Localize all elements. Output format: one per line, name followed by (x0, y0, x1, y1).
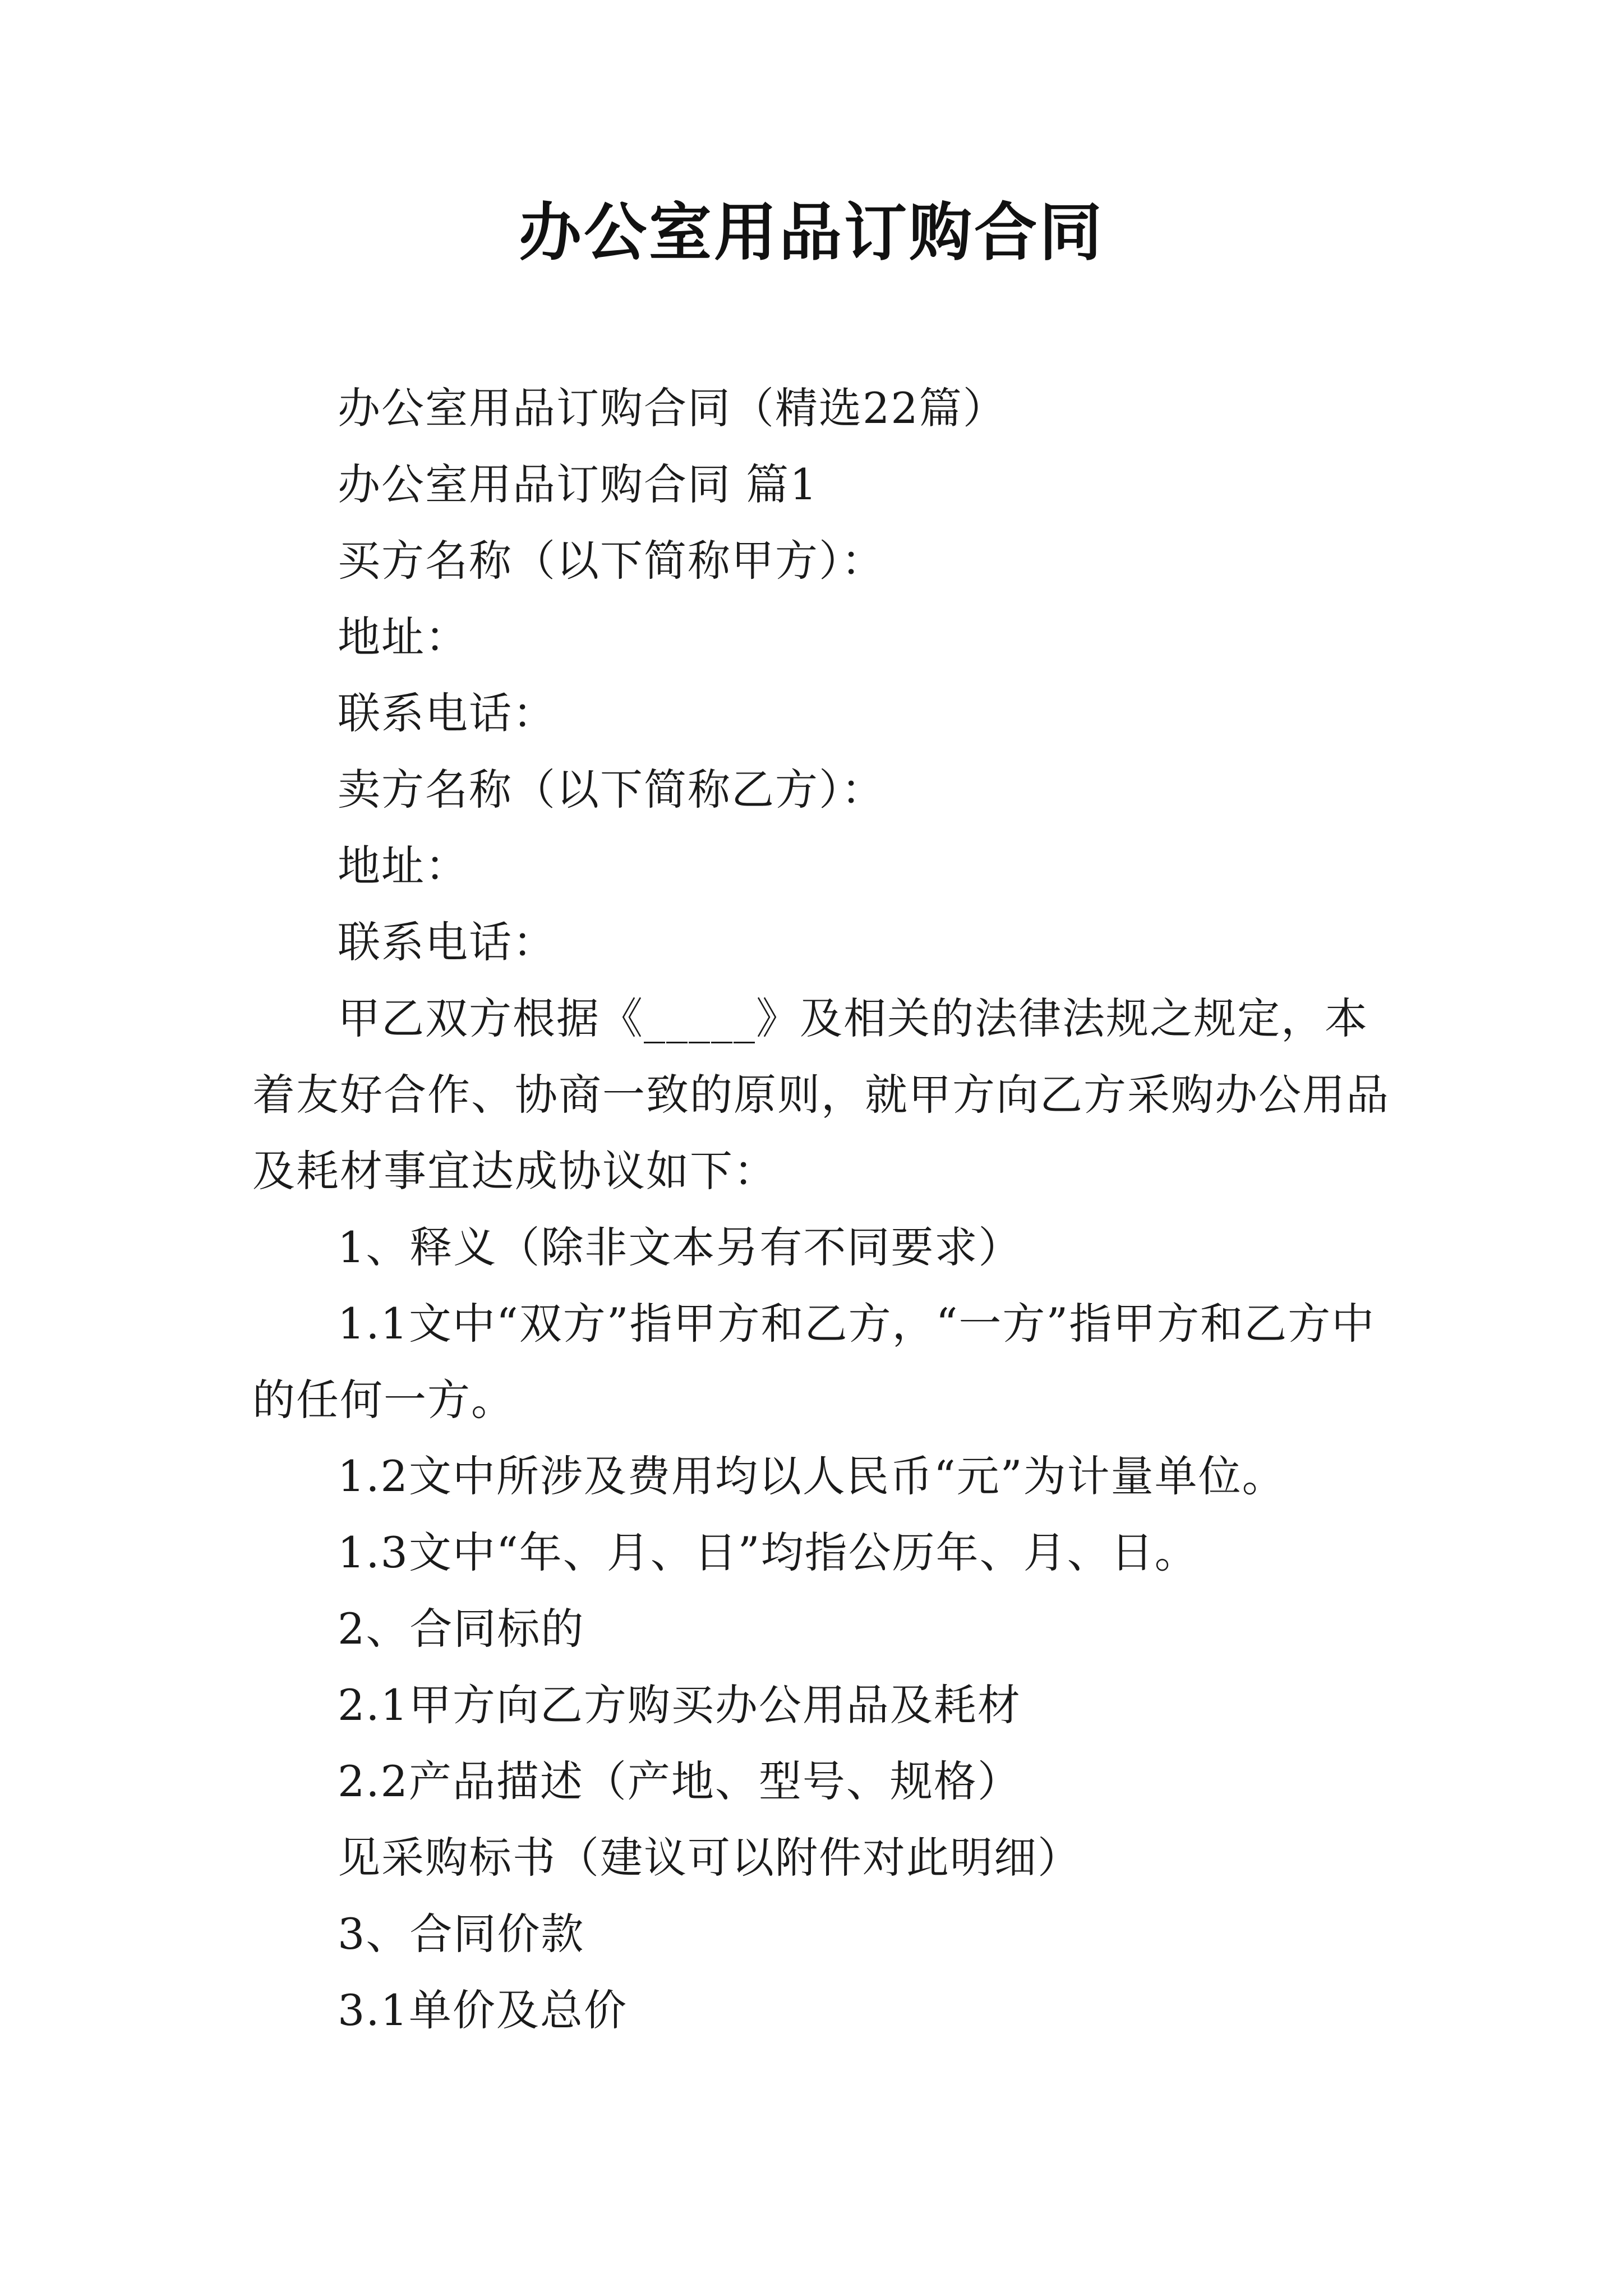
document-title: 办公室用品订购合同 (519, 196, 1104, 269)
paragraph-clause-1-1: 1.1文中“双方”指甲方和乙方，“一方”指甲方和乙方中的任何一方。 (252, 1299, 1376, 1425)
paragraph-buyer-phone: 联系电话： (338, 688, 556, 738)
paragraph-subtitle: 办公室用品订购合同（精选22篇） (338, 383, 1007, 433)
paragraph-clause-2: 2、合同标的 (338, 1604, 585, 1654)
paragraph-clause-2-2-note: 见采购标书（建议可以附件对此明细） (338, 1833, 1081, 1883)
paragraph-buyer-name: 买方名称（以下简称甲方）： (338, 536, 885, 586)
paragraph-preamble: 甲乙双方根据《_____》及相关的法律法规之规定，本着友好合作、协商一致的原则，就甲方向乙方采购办公用品及耗材事宜达成协议如下： (252, 993, 1390, 1196)
paragraph-seller-phone: 联系电话： (338, 917, 556, 967)
paragraph-clause-2-1: 2.1甲方向乙方购买办公用品及耗材 (338, 1680, 1021, 1730)
document-body (252, 370, 1391, 2049)
paragraph-clause-1-3: 1.3文中“年、月、日”均指公历年、月、日。 (338, 1527, 1198, 1577)
paragraph-section-heading: 办公室用品订购合同 篇1 (338, 459, 818, 509)
paragraph-seller-name: 卖方名称（以下简称乙方）： (338, 765, 885, 815)
paragraph-clause-2-2: 2.2产品描述（产地、型号、规格） (338, 1756, 1021, 1806)
paragraph-clause-1-2: 1.2文中所涉及费用均以人民币“元”为计量单位。 (338, 1451, 1286, 1501)
paragraph-seller-address: 地址： (338, 841, 469, 891)
paragraph-buyer-address: 地址： (338, 612, 469, 662)
paragraph-clause-3-1: 3.1单价及总价 (338, 1985, 628, 2035)
paragraph-clause-1: 1、释义（除非文本另有不同要求） (338, 1222, 1022, 1272)
paragraph-clause-3: 3、合同价款 (338, 1909, 585, 1959)
